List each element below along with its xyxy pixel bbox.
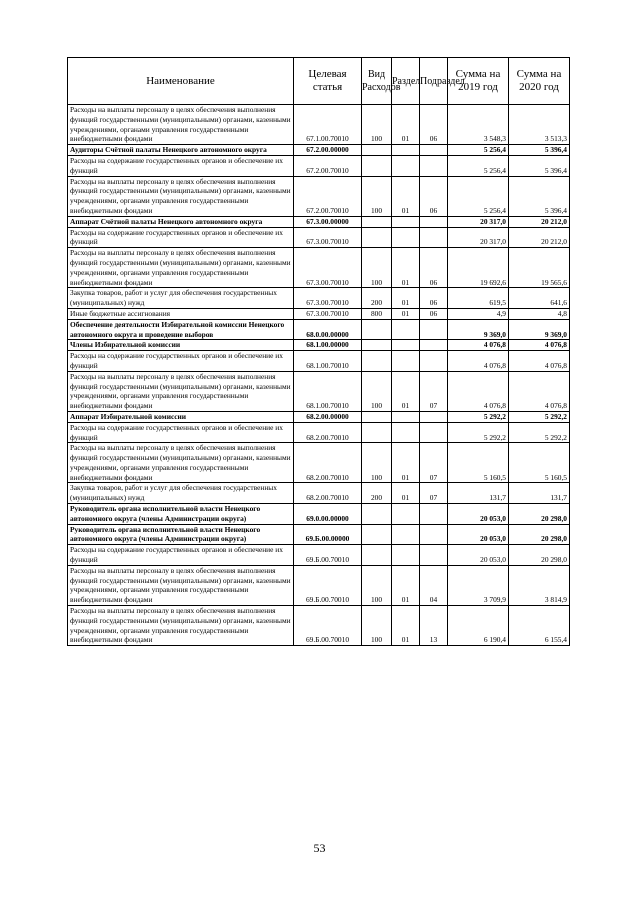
row-name-cell: Расходы на выплаты персоналу в целях обеспечения выполнения функций государственными (муниципальными) органами, казенными учреждениями, органами управления государственными внебюджетными фондами [68,248,294,288]
subsection-cell: 07 [420,443,448,483]
subsection-cell [420,340,448,351]
row-name-cell: Расходы на выплаты персоналу в целях обеспечения выполнения функций государственными (муниципальными) органами, казенными учреждениями, органами управления государственными внебюджетными фондами [68,606,294,646]
header-name: Наименование [68,58,294,105]
target-article-cell: 67.3.00.70010 [294,308,362,319]
sum-2019-cell: 619,5 [448,288,509,309]
table-row [68,105,570,145]
expense-type-cell: 100 [362,443,392,483]
expense-type-cell: 100 [362,371,392,411]
section-cell [392,351,420,372]
section-cell: 01 [392,606,420,646]
expense-type-cell: 800 [362,308,392,319]
table-row [68,443,570,483]
sum-2020-cell: 4 076,8 [509,351,570,372]
section-cell: 01 [392,443,420,483]
sum-2020-cell: 4 076,8 [509,340,570,351]
section-cell: 01 [392,288,420,309]
subsection-cell: 06 [420,176,448,216]
sum-2020-cell: 20 212,0 [509,227,570,248]
table-row [68,545,570,566]
table-row [68,371,570,411]
subsection-cell: 07 [420,483,448,504]
row-name-cell: Обеспечение деятельности Избирательной комиссии Ненецкого автономного округа и проведение выборов [68,319,294,340]
expense-type-cell [362,145,392,156]
sum-2019-cell: 4 076,8 [448,351,509,372]
sum-2019-cell: 5 292,2 [448,411,509,422]
sum-2020-cell: 5 160,5 [509,443,570,483]
table-row [68,248,570,288]
section-cell [392,504,420,525]
row-name-cell: Расходы на содержание государственных органов и обеспечение их функций [68,422,294,443]
target-article-cell: 67.1.00.70010 [294,105,362,145]
target-article-cell: 67.3.00.70010 [294,227,362,248]
sum-2020-cell: 4,8 [509,308,570,319]
sum-2019-cell: 5 256,4 [448,176,509,216]
subsection-cell [420,227,448,248]
sum-2020-cell: 3 513,3 [509,105,570,145]
sum-2019-cell: 9 369,0 [448,319,509,340]
sum-2020-cell: 19 565,6 [509,248,570,288]
expense-type-cell [362,351,392,372]
sum-2019-cell: 19 692,6 [448,248,509,288]
sum-2020-cell: 20 298,0 [509,545,570,566]
expense-type-cell [362,411,392,422]
target-article-cell: 69.0.00.00000 [294,504,362,525]
subsection-cell [420,145,448,156]
table-row [68,565,570,605]
target-article-cell: 68.1.00.00000 [294,340,362,351]
table-row [68,145,570,156]
row-name-cell: Руководитель органа исполнительной власти Ненецкого автономного округа (члены Администрации округа) [68,524,294,545]
table-header-row [68,58,570,105]
page-number: 53 [313,841,326,855]
expense-type-cell: 100 [362,176,392,216]
expense-type-cell [362,422,392,443]
expense-type-cell: 200 [362,483,392,504]
target-article-cell: 69.Б.00.70010 [294,565,362,605]
row-name-cell: Расходы на содержание государственных органов и обеспечение их функций [68,351,294,372]
header-type: Вид Расходов [362,58,392,105]
target-article-cell: 67.3.00.70010 [294,248,362,288]
sum-2019-cell: 4,9 [448,308,509,319]
row-name-cell: Иные бюджетные ассигнования [68,308,294,319]
expense-type-cell [362,319,392,340]
expense-type-cell: 100 [362,565,392,605]
target-article-cell: 67.2.00.00000 [294,145,362,156]
budget-table [67,57,570,646]
table-row [68,606,570,646]
target-article-cell: 68.2.00.70010 [294,422,362,443]
subsection-cell [420,351,448,372]
section-cell [392,227,420,248]
header-sum-2019: Сумма на 2019 год [448,58,509,105]
sum-2019-cell: 3 548,3 [448,105,509,145]
sum-2020-cell: 9 369,0 [509,319,570,340]
expense-type-cell [362,545,392,566]
header-sum-2020: Сумма на 2020 год [509,58,570,105]
target-article-cell: 69.Б.00.70010 [294,545,362,566]
table-row [68,524,570,545]
sum-2020-cell: 641,6 [509,288,570,309]
expense-type-cell [362,155,392,176]
sum-2020-cell: 5 396,4 [509,145,570,156]
sum-2020-cell: 5 292,2 [509,422,570,443]
sum-2019-cell: 5 292,2 [448,422,509,443]
sum-2019-cell: 20 317,0 [448,216,509,227]
section-cell: 01 [392,371,420,411]
table-row [68,483,570,504]
sum-2020-cell: 6 155,4 [509,606,570,646]
section-cell: 01 [392,176,420,216]
row-name-cell: Расходы на содержание государственных органов и обеспечение их функций [68,155,294,176]
row-name-cell: Руководитель органа исполнительной власти Ненецкого автономного округа (члены Администрации округа) [68,504,294,525]
row-name-cell: Закупка товаров, работ и услуг для обеспечения государственных (муниципальных) нужд [68,288,294,309]
table-row [68,340,570,351]
sum-2020-cell: 20 298,0 [509,524,570,545]
table-row [68,216,570,227]
sum-2020-cell: 20 212,0 [509,216,570,227]
subsection-cell [420,411,448,422]
sum-2019-cell: 5 256,4 [448,155,509,176]
table-row [68,504,570,525]
target-article-cell: 67.3.00.70010 [294,288,362,309]
section-cell: 01 [392,565,420,605]
target-article-cell: 68.2.00.00000 [294,411,362,422]
subsection-cell: 06 [420,248,448,288]
expense-type-cell: 100 [362,606,392,646]
section-cell: 01 [392,483,420,504]
table-row [68,411,570,422]
row-name-cell: Аппарат Избирательной комиссии [68,411,294,422]
target-article-cell: 67.3.00.00000 [294,216,362,227]
subsection-cell [420,524,448,545]
row-name-cell: Расходы на выплаты персоналу в целях обеспечения выполнения функций государственными (муниципальными) органами, казенными учреждениями, органами управления государственными внебюджетными фондами [68,371,294,411]
table-row [68,227,570,248]
target-article-cell: 69.Б.00.00000 [294,524,362,545]
table-row [68,319,570,340]
row-name-cell: Закупка товаров, работ и услуг для обеспечения государственных (муниципальных) нужд [68,483,294,504]
sum-2019-cell: 4 076,8 [448,371,509,411]
section-cell [392,524,420,545]
sum-2019-cell: 131,7 [448,483,509,504]
sum-2020-cell: 5 292,2 [509,411,570,422]
target-article-cell: 68.2.00.70010 [294,483,362,504]
table-body [68,105,570,646]
subsection-cell [420,216,448,227]
header-section: Раздел [392,58,420,105]
row-name-cell: Расходы на выплаты персоналу в целях обеспечения выполнения функций государственными (муниципальными) органами, казенными учреждениями, органами управления государственными внебюджетными фондами [68,105,294,145]
sum-2020-cell: 131,7 [509,483,570,504]
sum-2019-cell: 20 317,0 [448,227,509,248]
target-article-cell: 68.2.00.70010 [294,443,362,483]
subsection-cell [420,319,448,340]
row-name-cell: Расходы на выплаты персоналу в целях обеспечения выполнения функций государственными (муниципальными) органами, казенными учреждениями, органами управления государственными внебюджетными фондами [68,176,294,216]
expense-type-cell [362,524,392,545]
section-cell [392,319,420,340]
table-row [68,308,570,319]
sum-2019-cell: 20 053,0 [448,545,509,566]
sum-2020-cell: 5 396,4 [509,155,570,176]
subsection-cell: 04 [420,565,448,605]
section-cell [392,411,420,422]
expense-type-cell: 200 [362,288,392,309]
subsection-cell [420,422,448,443]
sum-2019-cell: 5 160,5 [448,443,509,483]
section-cell [392,216,420,227]
sum-2020-cell: 3 814,9 [509,565,570,605]
sum-2019-cell: 20 053,0 [448,524,509,545]
subsection-cell [420,504,448,525]
sum-2020-cell: 4 076,8 [509,371,570,411]
section-cell [392,422,420,443]
row-name-cell: Расходы на содержание государственных органов и обеспечение их функций [68,227,294,248]
sum-2019-cell: 3 709,9 [448,565,509,605]
table-row [68,155,570,176]
table-row [68,422,570,443]
section-cell: 01 [392,105,420,145]
sum-2019-cell: 5 256,4 [448,145,509,156]
section-cell [392,340,420,351]
header-target: Целевая статья [294,58,362,105]
subsection-cell: 06 [420,308,448,319]
table-row [68,176,570,216]
row-name-cell: Аудиторы Счётной палаты Ненецкого автономного округа [68,145,294,156]
expense-type-cell [362,227,392,248]
target-article-cell: 68.1.00.70010 [294,371,362,411]
row-name-cell: Расходы на выплаты персоналу в целях обеспечения выполнения функций государственными (муниципальными) органами, казенными учреждениями, органами управления государственными внебюджетными фондами [68,565,294,605]
sum-2020-cell: 20 298,0 [509,504,570,525]
subsection-cell: 13 [420,606,448,646]
header-subsection: Подраздел [420,58,448,105]
row-name-cell: Расходы на выплаты персоналу в целях обеспечения выполнения функций государственными (муниципальными) органами, казенными учреждениями, органами управления государственными внебюджетными фондами [68,443,294,483]
section-cell [392,155,420,176]
row-name-cell: Аппарат Счётной палаты Ненецкого автономного округа [68,216,294,227]
table-row [68,351,570,372]
row-name-cell: Члены Избирательной комиссии [68,340,294,351]
section-cell [392,545,420,566]
subsection-cell: 06 [420,105,448,145]
sum-2019-cell: 20 053,0 [448,504,509,525]
target-article-cell: 68.1.00.70010 [294,351,362,372]
subsection-cell: 06 [420,288,448,309]
sum-2020-cell: 5 396,4 [509,176,570,216]
section-cell [392,145,420,156]
target-article-cell: 69.Б.00.70010 [294,606,362,646]
table-row [68,288,570,309]
expense-type-cell [362,340,392,351]
target-article-cell: 68.0.00.00000 [294,319,362,340]
target-article-cell: 67.2.00.70010 [294,176,362,216]
sum-2019-cell: 4 076,8 [448,340,509,351]
sum-2019-cell: 6 190,4 [448,606,509,646]
subsection-cell: 07 [420,371,448,411]
row-name-cell: Расходы на содержание государственных органов и обеспечение их функций [68,545,294,566]
section-cell: 01 [392,248,420,288]
section-cell: 01 [392,308,420,319]
subsection-cell [420,545,448,566]
expense-type-cell: 100 [362,248,392,288]
target-article-cell: 67.2.00.70010 [294,155,362,176]
subsection-cell [420,155,448,176]
expense-type-cell [362,504,392,525]
expense-type-cell: 100 [362,105,392,145]
expense-type-cell [362,216,392,227]
